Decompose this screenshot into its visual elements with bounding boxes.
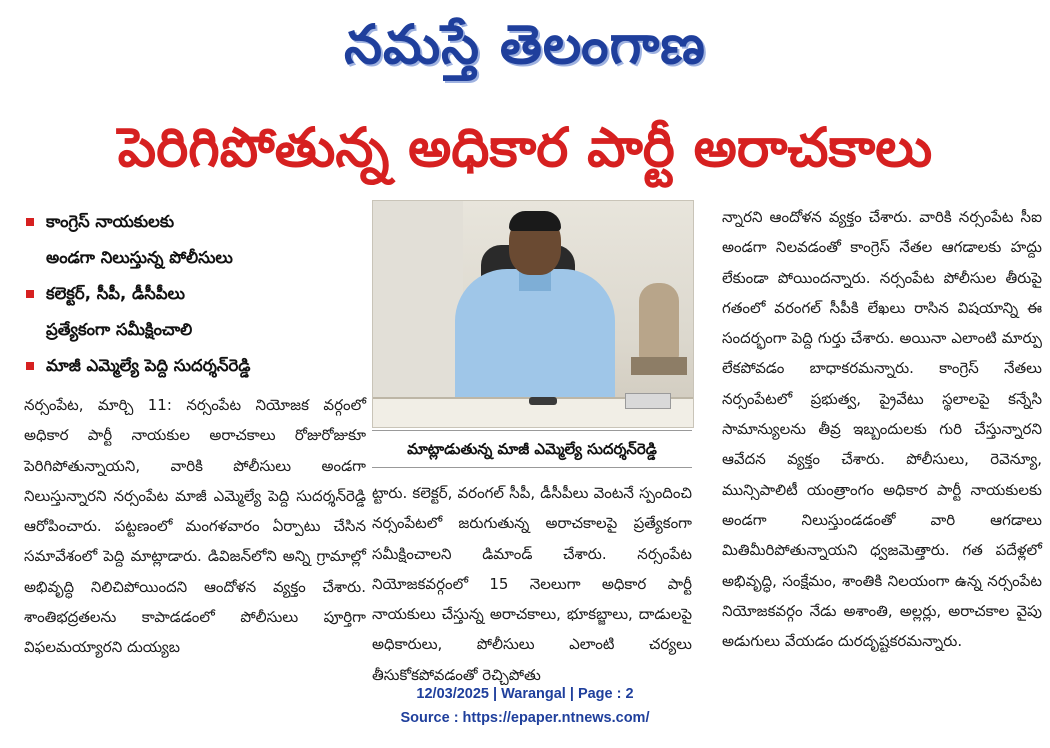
article-column-3: న్నారని ఆందోళన వ్యక్తం చేశారు. వారికి నర్సంపేట సీఐ అండగా నిలవడంతో కాంగ్రెస్ నేతల ఆగడాలకు హద్దు లేకుండా పోయిందన్నారు. నర్సంపేట పోలీసుల తీరుపై గతంలో వరంగల్ సీపీకి లేఖలు రాసిన విషయాన్ని ఈ సందర్భంగా పెద్ది గుర్తు చేశారు. అయినా ఎలాంటి మార్పు లేకపోవడం బాధాకరమన్నారు. కాంగ్రెస్ నేతలు నర్సంపేటలో ప్రభుత్వ, ప్రైవేటు స్థలాలపై కన్నేసి సామాన్యులను తీవ్ర ఇబ్బందులకు గురి చేస్తున్నారని ఆవేదన వ్యక్తం చేశారు. పోలీసులు, రెవెన్యూ, మున్సిపాలిటీ యంత్రాంగం అధికార పార్టీ నాయకులకు అండగా నిలుస్తుండడంతో వారి ఆగడాలు మితిమీరిపోతున్నాయని ధ్వజమెత్తారు. గత పదేళ్లలో అభివృద్ధి, సంక్షేమం, శాంతికి నిలయంగా ఉన్న నర్సంపేట నియోజకవర్గం నేడు అశాంతి, అల్లర్లు, అరాచకాల వైపు అడుగులు వేయడం దురదృష్టకరమన్నారు.: [722, 208, 1042, 651]
article-photo: [372, 200, 694, 428]
masthead-logo: నమస్తే తెలంగాణ: [344, 13, 706, 76]
bullet-line: ప్రత్యేకంగా సమీక్షించాలి: [46, 320, 193, 339]
bullet-line: కాంగ్రెస్ నాయకులకు: [46, 212, 175, 231]
highlight-bullets: [24, 204, 364, 384]
photo-phone: [529, 397, 557, 405]
photo-wall: [373, 201, 463, 427]
footer-source-line: Source : https://epaper.ntnews.com/: [400, 710, 650, 726]
photo-person-hair: [509, 211, 561, 231]
bullet-square-icon: [26, 218, 34, 226]
bullet-line: కలెక్టర్, సీపీ, డీసీపీలు: [46, 284, 185, 303]
bullet-line: అండగా నిలుస్తున్న పోలీసులు: [46, 248, 233, 267]
article-column-1: నర్సంపేట, మార్చి 11: నర్సంపేట నియోజక వర్గంలో అధికార పార్టీ నాయకుల అరాచకాలు రోజురోజుకూ పెరిగిపోతున్నాయని, వారికి పోలీసులు అండగా నిలుస్తున్నారని నర్సంపేట మాజీ ఎమ్మెల్యే పెద్ది సుదర్శన్‌రెడ్డి ఆరోపించారు. పట్టణంలో మంగళవారం ఏర్పాటు చేసిన సమావేశంలో పెద్ది మాట్లాడారు. డివిజన్‌లోని అన్ని గ్రామాల్లో అభివృద్ధి నిలిచిపోయిందని ఆందోళన వ్యక్తం చేశారు. శాంతిభద్రతలను కాపాడడంలో పోలీసులు పూర్తిగా విఫలమయ్యారని దుయ్యబ: [24, 396, 366, 657]
photo-papers: [625, 393, 671, 409]
article-headline: పెరిగిపోతున్న అధికార పార్టీ అరాచకాలు: [117, 116, 933, 179]
photo-caption: మాట్లాడుతున్న మాజీ ఎమ్మెల్యే సుదర్శన్‌రెడ్డి: [372, 430, 692, 468]
photo-statue-base: [631, 357, 687, 375]
bullet-item: [24, 204, 364, 276]
footer-date-line: 12/03/2025 | Warangal | Page : 2: [416, 686, 634, 702]
bullet-square-icon: [26, 362, 34, 370]
bullet-line: మాజీ ఎమ్మెల్యే పెద్ది సుదర్శన్‌రెడ్డి: [46, 356, 251, 375]
bullet-square-icon: [26, 290, 34, 298]
photo-statue: [639, 283, 679, 361]
article-column-2: ట్టారు. కలెక్టర్, వరంగల్ సీపీ, డీసీపీలు వెంటనే స్పందించి నర్సంపేటలో జరుగుతున్న అరాచకాలపై ప్రత్యేకంగా సమీక్షించాలని డిమాండ్ చేశారు. నర్సంపేట నియోజకవర్గంలో 15 నెలలుగా అధికార పార్టీ నాయకులు చేస్తున్న అరాచకాలు, భూకబ్జాలు, దాడులపై అధికారులు, పోలీసులు ఎలాంటి చర్యలు తీసుకోకపోవడంతో రెచ్చిపోతు: [372, 484, 692, 684]
bullet-item: [24, 348, 364, 384]
bullet-item: [24, 276, 364, 348]
